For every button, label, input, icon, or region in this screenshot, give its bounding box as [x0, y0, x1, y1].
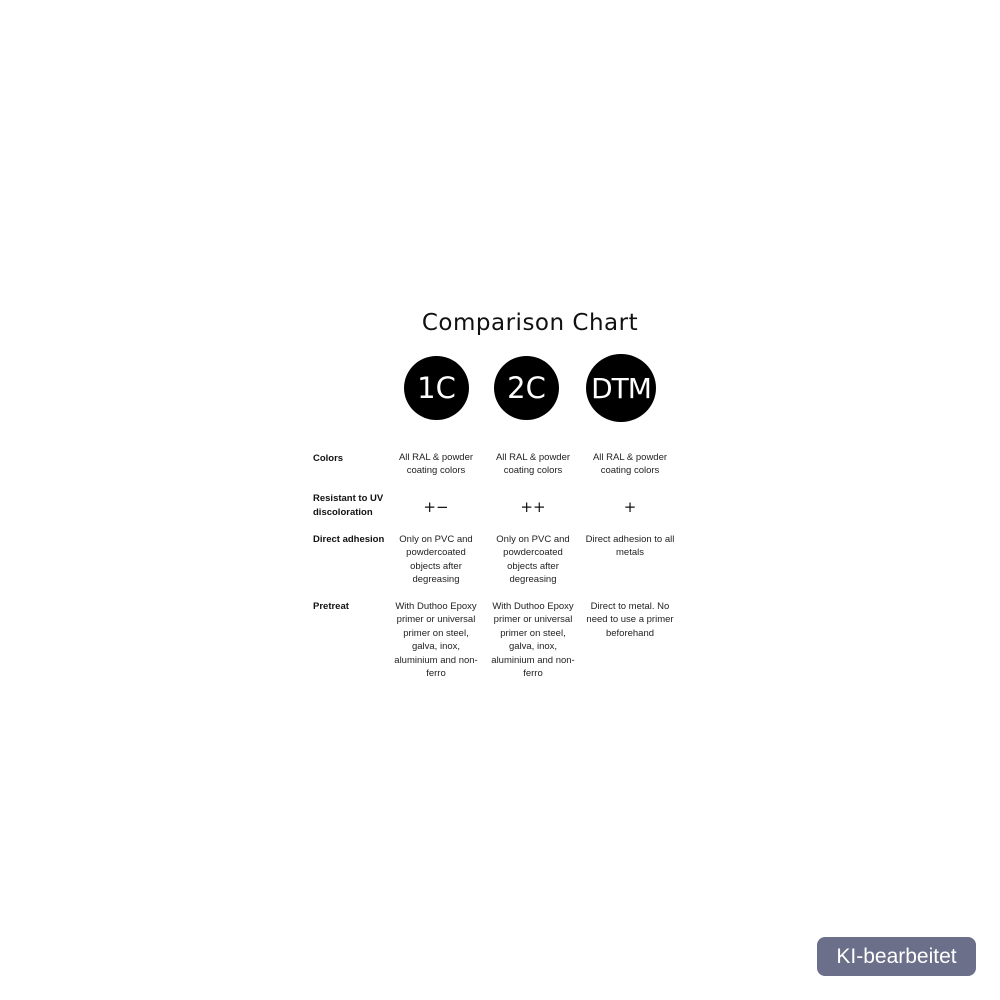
row-label-uv: Resistant to UV discoloration: [313, 493, 384, 518]
cell-adhesion-dtm: Direct adhesion to all metals: [585, 534, 675, 559]
product-2c-label: 2C: [507, 371, 546, 405]
cell-uv-dtm: +: [623, 498, 637, 516]
row-label-pretreat: Pretreat: [313, 601, 349, 612]
product-dtm-circle: [586, 354, 656, 422]
cell-pretreat-2c: With Duthoo Epoxy primer or universal primer on steel, galva, inox, aluminium and non-ferro: [491, 601, 575, 680]
ai-edited-badge: KI-bearbeitet: [817, 937, 976, 976]
cell-uv-2c: ++: [520, 498, 546, 516]
cell-colors-1c: All RAL & powder coating colors: [398, 452, 474, 477]
cell-adhesion-2c: Only on PVC and powdercoated objects after degreasing: [496, 534, 570, 586]
cell-pretreat-1c: With Duthoo Epoxy primer or universal primer on steel, galva, inox, aluminium and non-ferro: [394, 601, 478, 680]
product-1c-circle: [404, 356, 469, 420]
comparison-chart-card: [300, 300, 700, 700]
cell-colors-2c: All RAL & powder coating colors: [495, 452, 571, 477]
product-dtm-label: DTM: [591, 371, 651, 405]
product-2c-circle: [494, 356, 559, 420]
chart-title: Comparison Chart: [421, 310, 639, 336]
cell-pretreat-dtm: Direct to metal. No need to use a primer beforehand: [586, 601, 674, 639]
row-label-direct-adhesion: Direct adhesion: [313, 534, 385, 545]
cell-uv-1c: +−: [423, 498, 449, 516]
row-label-colors: Colors: [313, 453, 344, 464]
cell-colors-dtm: All RAL & powder coating colors: [592, 452, 668, 477]
cell-adhesion-1c: Only on PVC and powdercoated objects after degreasing: [399, 534, 473, 586]
product-1c-label: 1C: [417, 371, 456, 405]
